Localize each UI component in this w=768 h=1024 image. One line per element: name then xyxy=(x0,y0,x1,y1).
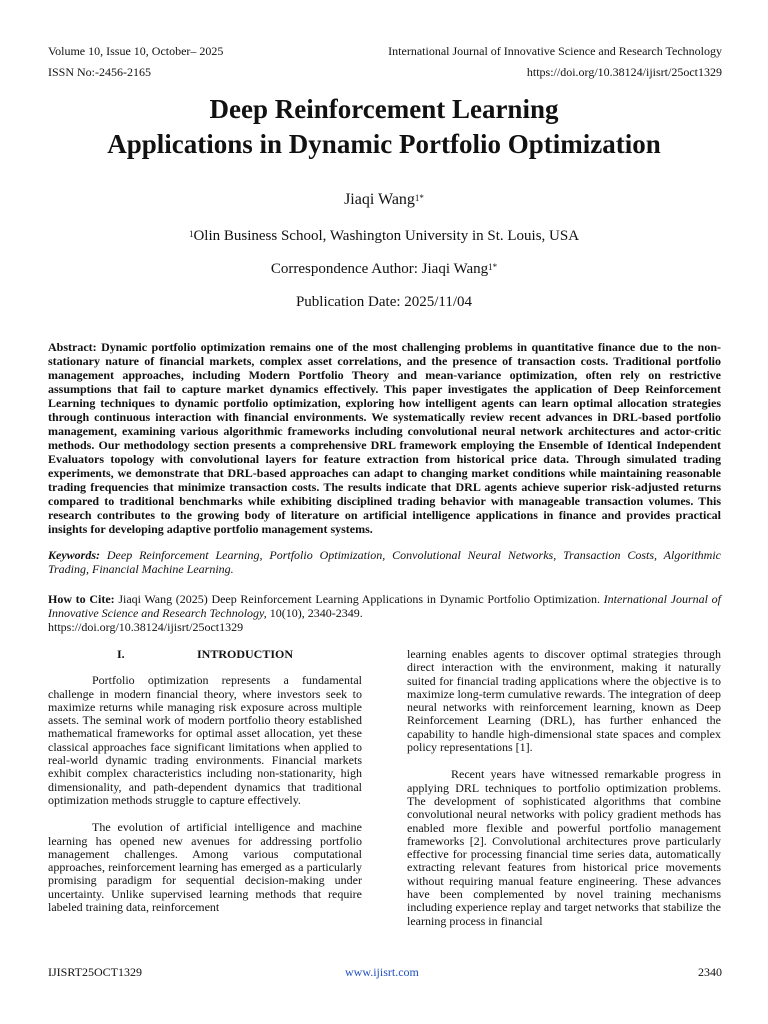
citation-text: Jiaqi Wang (2025) Deep Reinforcement Learning Applications in Dynamic Portfolio Optimization. xyxy=(114,592,604,606)
keywords xyxy=(48,548,721,576)
author-sup: 1* xyxy=(414,193,424,203)
publication-date: Publication Date: 2025/11/04 xyxy=(295,294,473,310)
paper-title-line-1: Deep Reinforcement Learning xyxy=(209,94,559,124)
paragraph: Recent years have witnessed remarkable progress in applying DRL techniques to portfolio optimization problems. The development of sophisticated algorithms that combine convolutional neural networks with policy gradient methods has enabled more flexible and powerful portfolio management frameworks [2]. Convolutional architectures prove particularly effective for processing financial time series data, automatically extracting relevant features from historical price movements without requiring manual feature engineering. These advances have been complemented by novel training mechanisms including experience replay and target networks that stabilize the learning process in financial xyxy=(407,767,721,928)
paragraph: The evolution of artificial intelligence and machine learning has opened new avenues for addressing portfolio management challenges. Among various computational approaches, reinforcement learning has emerged as a particularly promising paradigm for sequential decision-making under uncertainty. Unlike supervised learning methods that require labeled training data, reinforcement xyxy=(48,820,362,915)
paragraph: learning enables agents to discover optimal strategies through direct interaction with the environment, making it naturally suited for financial trading applications where the objective is to maximize long-term cumulative rewards. The integration of deep neural networks with reinforcement learning, known as Deep Reinforcement Learning (DRL), has further enhanced the capability to handle high-dimensional state spaces and complex policy representations [1]. xyxy=(407,647,721,755)
paper-title-line-2: Applications in Dynamic Portfolio Optimization xyxy=(107,129,661,159)
left-column xyxy=(48,648,362,914)
citation-doi[interactable]: https://doi.org/10.38124/ijisrt/25oct1329 xyxy=(48,620,244,634)
citation-volume: 10(10), 2340-2349. xyxy=(266,606,363,620)
citation-journal: International Journal of Innovative Science and Research Technology, xyxy=(48,592,721,620)
abstract xyxy=(48,340,721,536)
correspondence-sup: 1* xyxy=(488,262,498,272)
page-number: 2340 xyxy=(698,965,722,979)
paragraph: Portfolio optimization represents a fundamental challenge in modern financial theory, where investors seek to maximize returns while managing risk exposure across multiple assets. The seminal work of modern portfolio theory established mathematical frameworks for optimal asset allocation, yet these classical approaches face significant limitations when applied to real-world dynamic trading environments. Financial markets exhibit complex characteristics including non-stationarity, high dimensionality, and path-dependent dynamics that traditional optimization methods struggle to capture effectively. xyxy=(48,673,362,807)
section-heading xyxy=(48,648,362,661)
footer-website-link[interactable]: www.ijisrt.com xyxy=(345,965,419,979)
keywords-text: Deep Reinforcement Learning, Portfolio Optimization, Convolutional Neural Networks, Transaction Costs, Algorithmic Trading, Financial Machine Learning. xyxy=(48,548,721,576)
journal-name: International Journal of Innovative Science and Research Technology xyxy=(388,44,722,58)
section-number: I. xyxy=(116,647,125,661)
section-title: INTRODUCTION xyxy=(196,647,293,661)
volume-issue: Volume 10, Issue 10, October– 2025 xyxy=(48,44,224,58)
author-name: Jiaqi Wang xyxy=(344,191,415,208)
footer-article-id: IJISRT25OCT1329 xyxy=(48,965,142,979)
affiliation-sup: 1 xyxy=(188,229,194,239)
correspondence-text: Correspondence Author: Jiaqi Wang xyxy=(270,261,489,277)
author xyxy=(0,191,768,209)
how-to-cite-label: How to Cite: xyxy=(48,592,115,606)
correspondence xyxy=(0,260,768,278)
affiliation-text: Olin Business School, Washington University in St. Louis, USA xyxy=(193,228,580,244)
right-column xyxy=(407,648,721,928)
abstract-label: Abstract: xyxy=(48,340,97,354)
doi-link[interactable]: https://doi.org/10.38124/ijisrt/25oct1329 xyxy=(526,65,722,79)
issn: ISSN No:-2456-2165 xyxy=(48,65,152,79)
affiliation xyxy=(0,227,768,245)
keywords-label: Keywords: xyxy=(48,548,100,562)
abstract-text: Dynamic portfolio optimization remains one of the most challenging problems in quantitative finance due to the non-stationary nature of financial markets, complex asset correlations, and the presence of transaction costs. Traditional portfolio management approaches, including Modern Portfolio Theory and mean-variance optimization, often rely on restrictive assumptions that fail to capture market dynamics effectively. This paper investigates the application of Deep Reinforcement Learning techniques to dynamic portfolio optimization, exploring how intelligent agents can learn optimal allocation strategies through continuous interaction with financial environments. We systematically review recent advances in DRL-based portfolio management, examining various algorithmic frameworks including convolutional neural network architectures and actor-critic methods. Our methodology section presents a comprehensive DRL framework employing the Ensemble of Identical Independent Evaluators topology with convolutional layers for feature extraction from historical price data. Through simulated trading experiments, we demonstrate that DRL-based approaches can adapt to changing market conditions while maintaining reasonable trading frequencies that minimize transaction costs. The results indicate that DRL agents achieve superior risk-adjusted returns compared to traditional benchmarks while exhibiting disciplined trading behavior with manageable transaction volumes. This research contributes to the growing body of literature on artificial intelligence applications in finance and provides practical insights for developing adaptive portfolio management systems. xyxy=(48,340,721,536)
how-to-cite xyxy=(48,592,721,634)
